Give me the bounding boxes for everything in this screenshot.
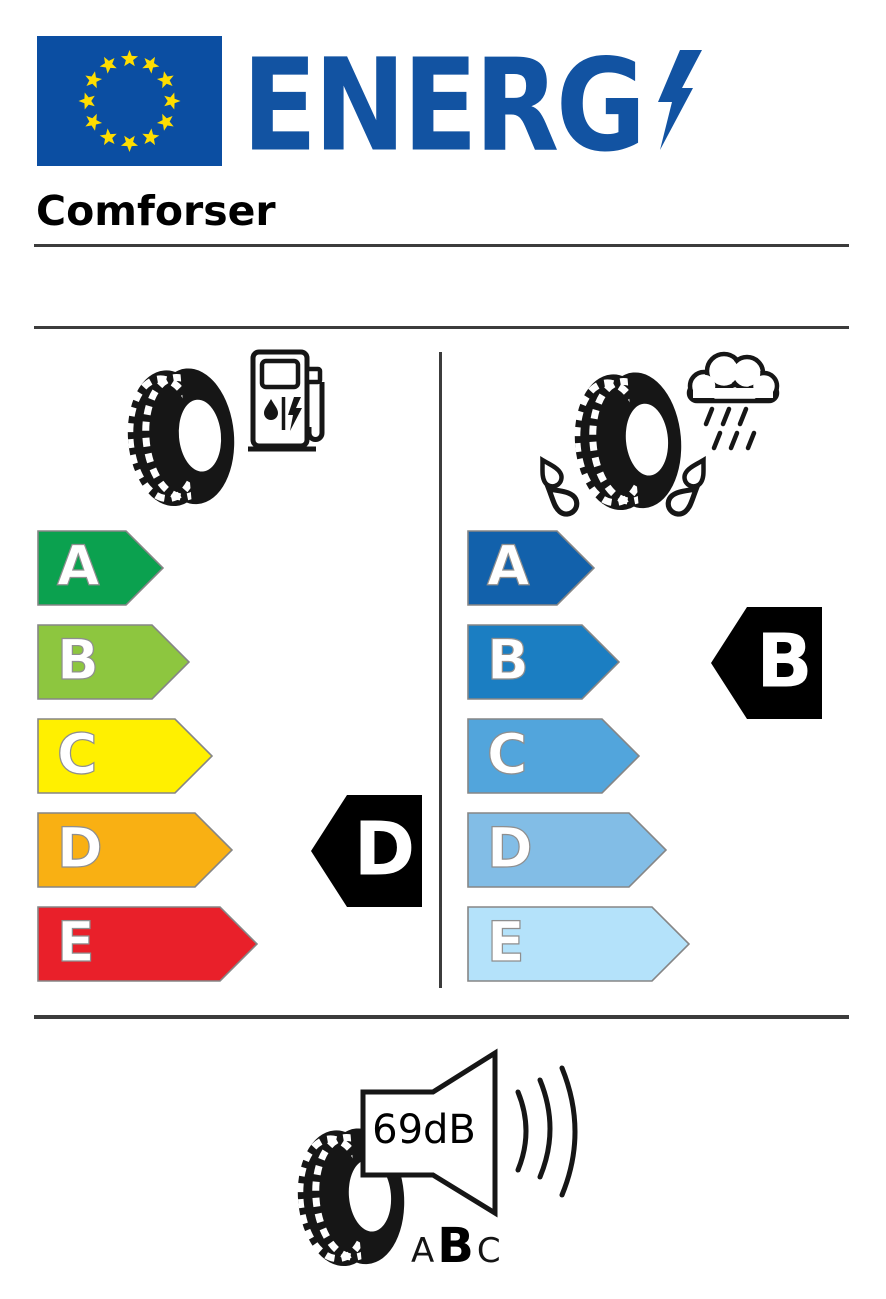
- grade-letter-e: E: [487, 909, 525, 974]
- fuel-pump-icon: [248, 352, 322, 449]
- grade-letter-a: A: [487, 533, 530, 598]
- energ-wordmark: ENERG: [242, 30, 643, 181]
- noise-class-scale: [411, 1218, 501, 1274]
- rule-lower: [34, 1015, 849, 1019]
- fuel-grade-row-a: [37, 530, 164, 606]
- sound-wave-arcs: [518, 1068, 575, 1195]
- noise-class-a: A: [411, 1231, 435, 1271]
- noise-class-b-rated: B: [437, 1218, 474, 1274]
- rule-top: [34, 244, 849, 247]
- wet-grade-row-d: [467, 812, 667, 888]
- grade-letter-c: C: [487, 721, 528, 786]
- fuel-grade-row-c: [37, 718, 213, 794]
- eu-flag: [37, 36, 222, 166]
- fuel-grade-row-d: [37, 812, 233, 888]
- fuel-grade-row-b: [37, 624, 190, 700]
- wet-grip-icons: [500, 345, 790, 525]
- grade-letter-a: A: [57, 533, 100, 598]
- wet-grade-row-e: [467, 906, 690, 982]
- column-divider: [439, 352, 442, 988]
- rule-upper: [34, 326, 849, 329]
- noise-decibel-value: 69dB: [372, 1107, 476, 1153]
- fuel-efficiency-icons: [118, 345, 343, 525]
- wet-grade-row-c: [467, 718, 640, 794]
- brand-name: Comforser: [36, 187, 276, 235]
- wet-grip-rating-letter: B: [756, 618, 813, 705]
- grade-letter-e: E: [57, 909, 95, 974]
- fuel-rating-indicator: [310, 794, 423, 908]
- wet-tire-icon: [535, 369, 712, 518]
- tire-icon: [122, 365, 239, 510]
- grade-letter-d: D: [487, 815, 533, 880]
- lightning-bolt-icon: [646, 50, 702, 150]
- wet-grade-row-b: [467, 624, 620, 700]
- noise-class-c: C: [476, 1231, 501, 1271]
- wet-grade-row-a: [467, 530, 595, 606]
- fuel-rating-letter: D: [353, 806, 416, 893]
- grade-letter-d: D: [57, 815, 103, 880]
- grade-letter-b: B: [57, 627, 99, 692]
- grade-letter-c: C: [57, 721, 98, 786]
- rain-cloud-icon: [689, 354, 777, 448]
- wet-grip-rating-indicator: [710, 606, 823, 720]
- fuel-grade-row-e: [37, 906, 258, 982]
- grade-letter-b: B: [487, 627, 529, 692]
